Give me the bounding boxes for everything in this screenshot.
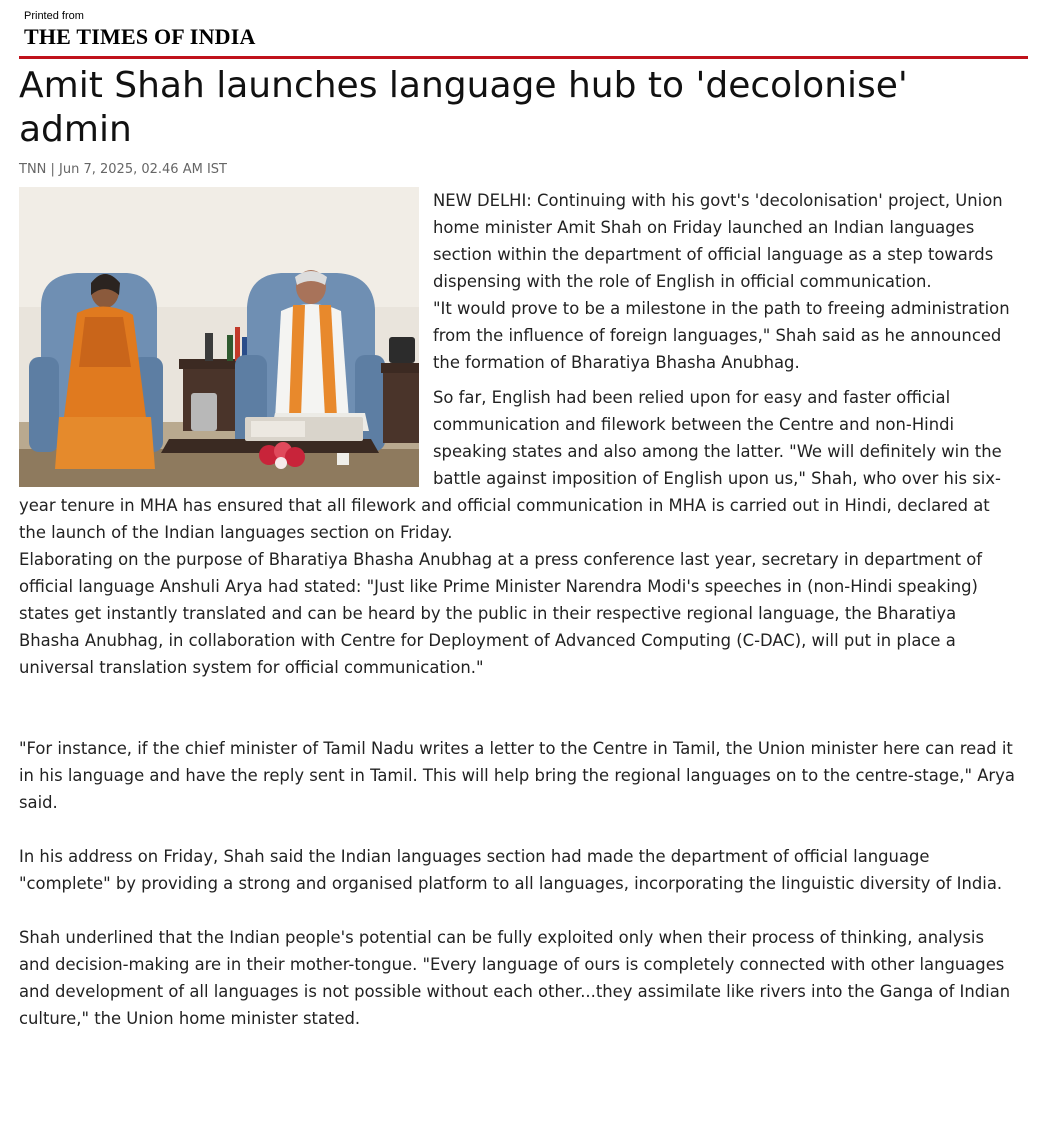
masthead (24, 10, 256, 50)
paragraph-2: "It would prove to be a milestone in the path to freeing administration from the influence of foreign languages," Shah said as he announced the formation of Bharatiya Bhasha Anubhag. (433, 299, 1010, 372)
article-headline: Amit Shah launches language hub to 'decolonise' admin (19, 65, 908, 150)
paragraph-3: So far, English had been relied upon for easy and faster official communication and filework between the Centre and non-Hindi speaking states and also among the latter. "We will definitely win the battle against imposition of English upon us," Shah, who over his six-year tenure in MHA has ensured that all filework and official communication in MHA is carried out in Hindi, declared at the launch of the Indian languages section on Friday. (19, 388, 1002, 542)
header-divider (19, 56, 1028, 59)
paragraph-1: NEW DELHI: Continuing with his govt's 'decolonisation' project, Union home minister Amit Shah on Friday launched an Indian languages section within the department of official language as a step towards dispensing with the role of English in official communication. (433, 191, 1003, 291)
paragraph-6: In his address on Friday, Shah said the Indian languages section had made the department of official language "complete" by providing a strong and organised platform to all languages, incorporating the linguistic diversity of India. (19, 847, 1003, 893)
paragraph-4: Elaborating on the purpose of Bharatiya Bhasha Anubhag at a press conference last year, secretary in department of official language Anshuli Arya had stated: "Just like Prime Minister Narendra Modi's speeches in (non-Hindi speaking) states get instantly translated and can be heard by the public in their respective regional language, the Bharatiya Bhasha Anubhag, in collaboration with Centre for Deployment of Advanced Computing (C-DAC), will put in place a universal translation system for official communication." (19, 550, 983, 677)
paragraph-7: Shah underlined that the Indian people's potential can be fully exploited only when their process of thinking, analysis and decision-making are in their mother-tongue. "Every language of ours is completely connected with other languages and development of all languages is not possible without each other...they assimilate like rivers into the Ganga of Indian culture," the Union home minister stated. (19, 928, 1011, 1028)
article-body (19, 187, 1019, 1032)
photo-illustration (19, 187, 419, 487)
article-photo (19, 187, 419, 487)
article-byline: TNN | Jun 7, 2025, 02.46 AM IST (19, 162, 227, 177)
newspaper-logo: THE TIMES OF INDIA (24, 24, 256, 49)
printed-from-label: Printed from (24, 10, 84, 22)
paragraph-5: "For instance, if the chief minister of Tamil Nadu writes a letter to the Centre in Tamil, the Union minister here can read it in his language and have the reply sent in Tamil. This will help bring the regional languages on to the centre-stage," Arya said. (19, 739, 1015, 812)
